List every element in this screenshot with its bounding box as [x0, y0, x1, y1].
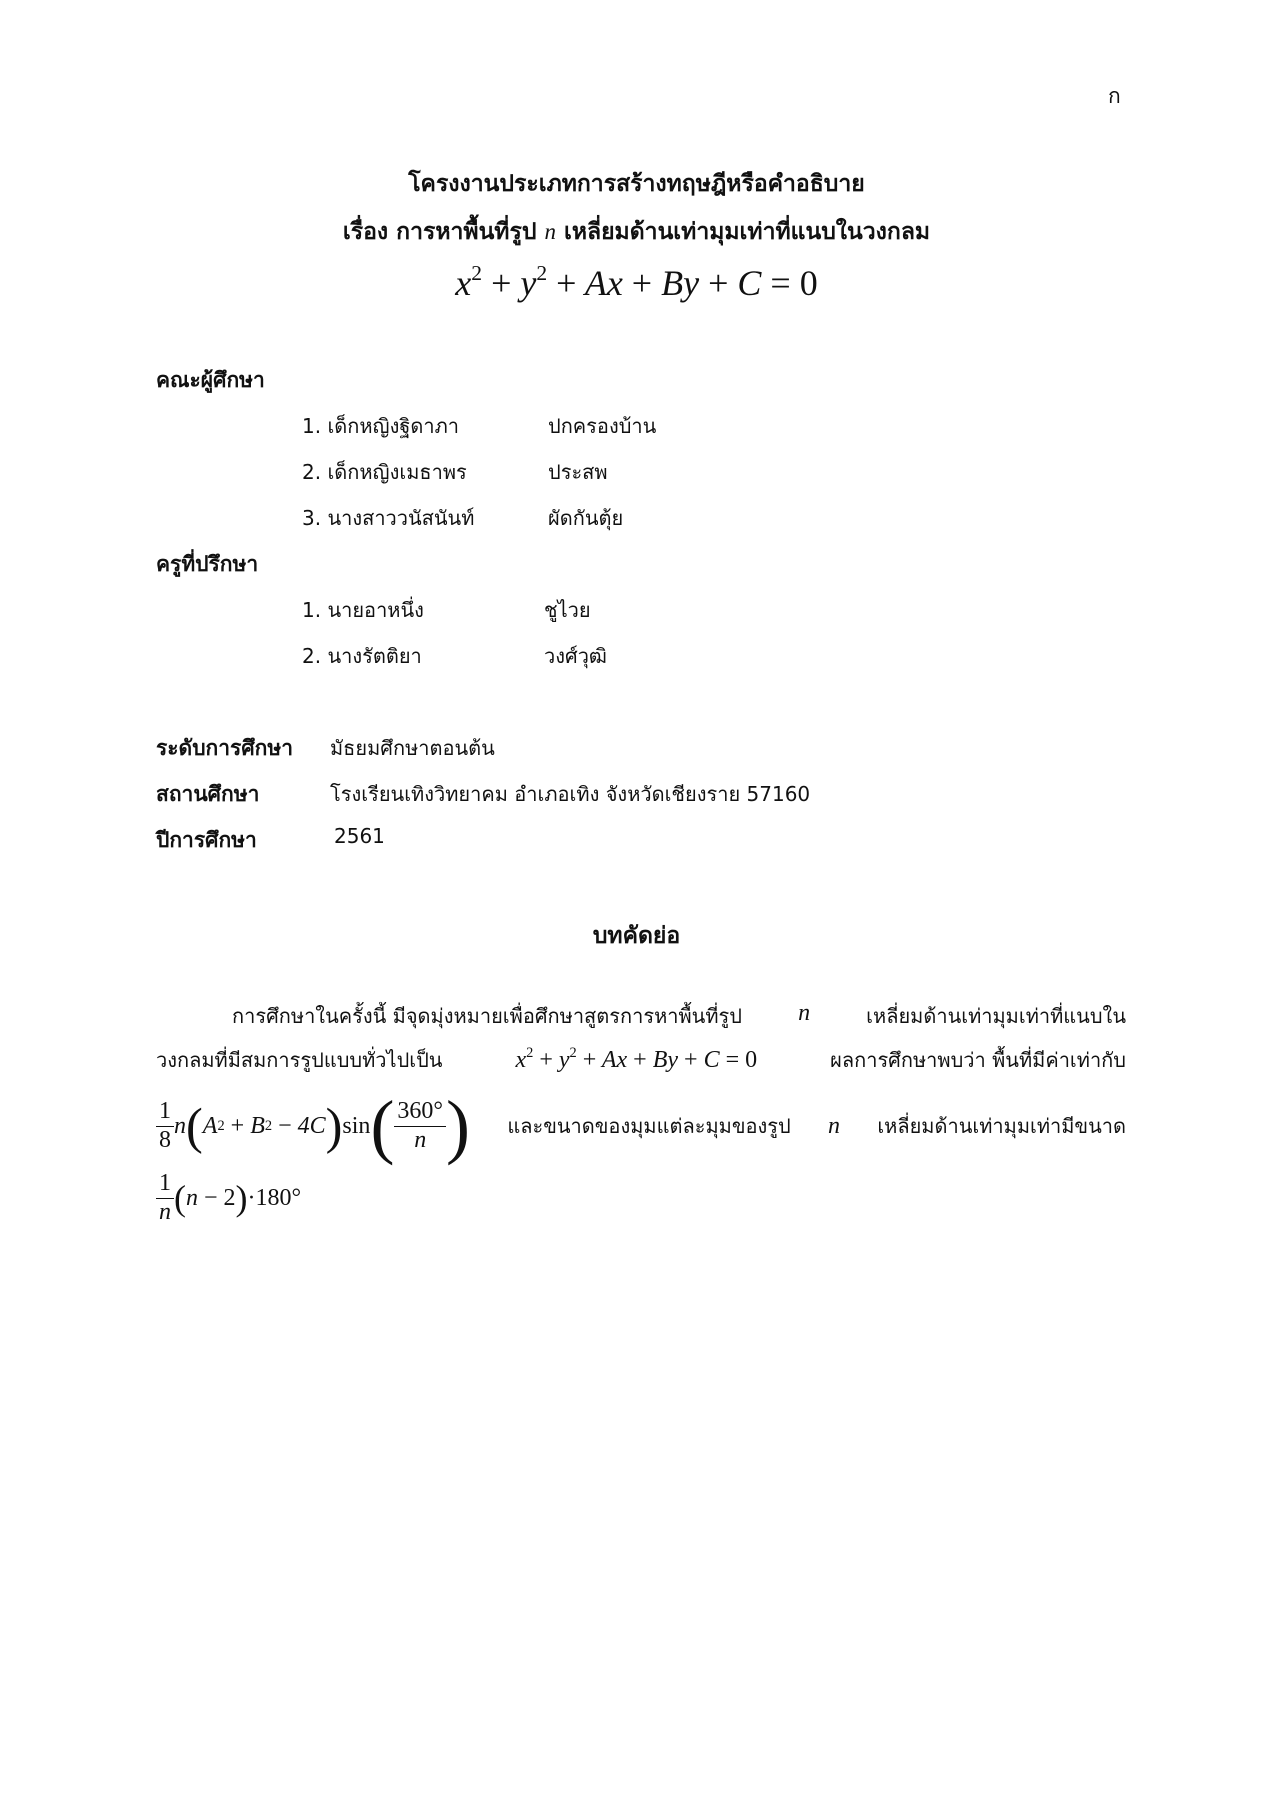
- level-label: ระดับการศึกษา: [156, 736, 293, 760]
- advisor-1-first: 1. นายอาหนึ่ง: [302, 598, 424, 622]
- angle-formula: $\frac{1}{n}$ ( n − 2 ) · 180°: [156, 1170, 1126, 1226]
- title-equation: $x^2 + y^2 + Ax + By + C = 0$: [455, 260, 818, 303]
- advisor-2-last: วงศ์วุฒิ: [544, 644, 607, 668]
- abstract-line-3: $\frac{1}{8}$ n ( A 2 + B 2 − 4C ) sin ( $\frac{360^\circ}{n}$ ) และขนาดของมุมแต่ละมุมของรูป n เหลี่ยมด้านเท่ามุมเท่ามีขนาด: [156, 1086, 1126, 1166]
- student-2-last: ประสพ: [548, 460, 608, 484]
- school-value: โรงเรียนเทิงวิทยาคม อำเภอเทิง จังหวัดเชียงราย 57160: [330, 782, 811, 806]
- title-variable: n: [544, 219, 556, 244]
- year-value: 2561: [334, 824, 385, 848]
- page-number: ก: [1108, 84, 1121, 108]
- advisors-label: ครูที่ปรึกษา: [156, 552, 259, 576]
- abstract-line-2: วงกลมที่มีสมการรูปแบบทั่วไปเป็น $x^2 + y^2 + Ax + By + C = 0$ ผลการศึกษาพบว่า พื้นที่มีค่าเท่ากับ: [156, 1044, 1126, 1073]
- year-label: ปีการศึกษา: [156, 828, 257, 852]
- level-value: มัธยมศึกษาตอนต้น: [330, 736, 495, 760]
- title-prefix: เรื่อง การหาพื้นที่รูป: [342, 219, 537, 245]
- title-line-1: โครงงานประเภทการสร้างทฤษฎีหรือคำอธิบาย: [408, 171, 865, 197]
- student-3-last: ผัดกันตุ้ย: [548, 506, 624, 530]
- school-label: สถานศึกษา: [156, 782, 260, 806]
- student-1-last: ปกครองบ้าน: [548, 414, 657, 438]
- students-label: คณะผู้ศึกษา: [156, 368, 265, 392]
- title-line-2: [0, 214, 1273, 250]
- advisor-1-last: ชูไวย: [544, 598, 591, 622]
- abstract-heading: บทคัดย่อ: [592, 923, 681, 949]
- student-2-first: 2. เด็กหญิงเมธาพร: [302, 460, 467, 484]
- student-1-first: 1. เด็กหญิงฐิดาภา: [302, 414, 460, 438]
- abstract-line-1: การศึกษาในครั้งนี้ มีจุดมุ่งหมายเพื่อศึกษาสูตรการหาพื้นที่รูป n เหลี่ยมด้านเท่ามุมเท่าที่แนบใน: [232, 1000, 1126, 1028]
- student-3-first: 3. นางสาววนัสนันท์: [302, 506, 475, 530]
- abstract-equation: $x^2 + y^2 + Ax + By + C = 0$: [515, 1044, 758, 1073]
- area-formula: $\frac{1}{8}$ n ( A 2 + B 2 − 4C ) sin ( $\frac{360^\circ}{n}$ ): [156, 1085, 470, 1168]
- advisor-2-first: 2. นางรัตติยา: [302, 644, 422, 668]
- title-suffix: เหลี่ยมด้านเท่ามุมเท่าที่แนบในวงกลม: [563, 219, 931, 245]
